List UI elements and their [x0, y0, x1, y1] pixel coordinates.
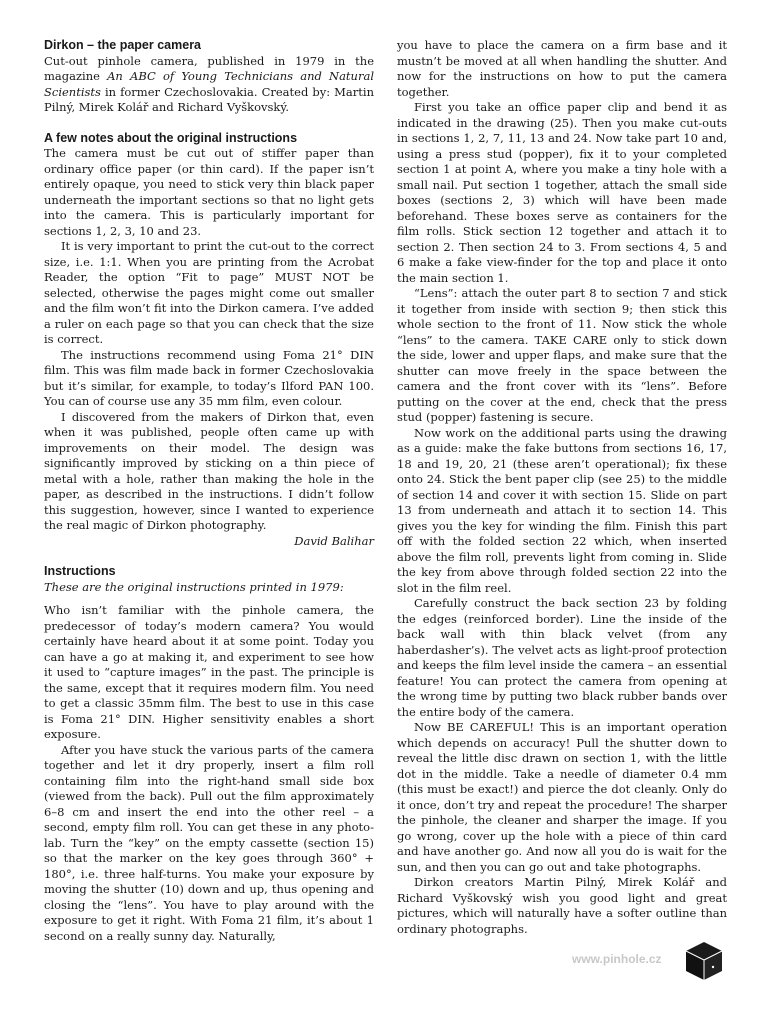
notes-paragraph: I discovered from the makers of Dirkon that, even when it was published, people often came up with improvements on their model. The design was significantly improved by sticking on a thin piece of metal with a hole, rather than making the hole in the paper, as described in the instructions. I didn’t follow this suggestion, however, since I wanted to experience the real magic of Dirkon photography. [44, 409, 374, 532]
author-signature: David Balihar [294, 533, 374, 548]
instructions-heading: Instructions [44, 564, 116, 578]
intro-paragraph: Cut-out pinhole camera, published in 1979 in the magazine An ABC of Young Technicians and Natural Scientists in former Czechoslovakia. Created by: Martin Pilný, Mirek Kolář and Richard Vyškovský. [44, 53, 374, 114]
instructions-note: These are the original instructions printed in 1979: [44, 579, 344, 594]
left-column [44, 38, 374, 944]
notes-paragraph: The camera must be cut out of stiffer paper than ordinary office paper (or thin card). If the paper isn’t entirely opaque, you need to stick very thin black paper underneath the important sections so that no light gets into the camera. This is particularly important for sections 1, 2, 3, 10 and 23. [44, 146, 374, 238]
instructions-paragraph: Now work on the additional parts using the drawing as a guide: make the fake buttons from sections 16, 17, 18 and 19, 20, 21 (these aren’t operational); fix these onto 24. Stick the bent paper clip (see 25) to the middle of section 14 and cover it with section 15. Slide on part 13 from underneath and attach it to section 14. This gives you the key for winding the film. Finish this part off with the folded section 22 which, when inserted above the film roll, prevents light from coming in. Slide the key from above through folded section 22 into the slot in the film reel. [397, 425, 727, 595]
instructions-paragraph: Who isn’t familiar with the pinhole camera, the predecessor of today’s modern camera? You would certainly have heard about it at some point. Today you can have a go at making it, and experiment to see how it used to “capture images” in the past. The principle is the same, except that it requires modern film. You need to get a classic 35mm film. The best to use in this case is Foma 21° DIN. Higher sensitivity enables a short exposure. [44, 603, 374, 741]
instructions-paragraph: “Lens”: attach the outer part 8 to section 7 and stick it together from inside with section 9; then stick this whole section to the front of 11. Now stick the whole “lens” to the camera. TAKE CARE only to stick down the side, lower and upper flaps, and make sure that the shutter can move freely in the space between the camera and the front cover with its “lens”. Before putting on the cover at the end, check that the press stud (popper) fastening is secure. [397, 286, 727, 424]
instructions-paragraph: Dirkon creators Martin Pilný, Mirek Kolář and Richard Vyškovský wish you good light and great pictures, which will naturally have a softer outline than ordinary photographs. [397, 875, 727, 936]
instructions-paragraph: After you have stuck the various parts of the camera together and let it dry properly, insert a film roll containing film into the right-hand small side box (viewed from the back). Pull out the film approximately 6–8 cm and insert the end into the other reel – a second, empty film roll. You can get these in any photo-lab. Turn the “key” on the empty cassette (section 15) so that the marker on the key goes through 360° + 180°, i.e. three half-turns. You make your exposure by moving the shutter (10) down and up, thus opening and closing the “lens”. You have to play around with the exposure to get it right. With Foma 21 film, it’s about 1 second on a really sunny day. Naturally, [44, 742, 374, 943]
instructions-paragraph: Now BE CAREFUL! This is an important operation which depends on accuracy! Pull the shutter down to reveal the little disc drawn on section 1, with the little dot in the middle. Take a needle of diameter 0.4 mm (this must be exact!) and pierce the dot cleanly. Only do it once, don’t try and repeat the procedure! The sharper the pinhole, the cleaner and sharper the image. If you go wrong, cover up the hole with a piece of thin card and have another go. And now all you do is wait for the sun, and then you can go out and take photographs. [397, 720, 727, 874]
article-title: Dirkon – the paper camera [44, 38, 202, 52]
notes-paragraph: The instructions recommend using Foma 21° DIN film. This was film made back in former Czechoslovakia but it’s similar, for example, to today’s Ilford PAN 100. You can of course use any 35 mm film, even colour. [44, 347, 374, 408]
footer-url[interactable]: www.pinhole.cz [572, 952, 662, 966]
right-column [397, 38, 727, 937]
magazine-title: An ABC of Young Technicians and Natural Scientists [44, 69, 374, 99]
instructions-paragraph: First you take an office paper clip and bend it as indicated in the drawing (25). Then you make cut-outs in sections 1, 2, 7, 11, 13 and 24. Now take part 10 and, using a press stud (popper), fix it to your completed section 1 at point A, where you make a tiny hole with a small nail. Put section 1 together, attach the small side boxes (sections 2, 3) which will have been made beforehand. These boxes serve as containers for the film rolls. Stick section 12 together and attach it to section 2. Then section 24 to 3. From sections 4, 5 and 6 make a fake view-finder for the top and place it onto the main section 1. [397, 100, 727, 285]
notes-paragraph: It is very important to print the cut-out to the correct size, i.e. 1:1. When you are printing from the Acrobat Reader, the option “Fit to page” MUST NOT be selected, otherwise the pages might come out smaller and the film won’t fit into the Dirkon camera. I’ve added a ruler on each page so that you can check that the size is correct. [44, 239, 374, 346]
notes-heading: A few notes about the original instructions [44, 130, 298, 145]
instructions-paragraph: you have to place the camera on a firm base and it mustn’t be moved at all when handling the shutter. And now for the instructions on how to put the camera together. [397, 38, 727, 99]
cube-logo-icon [684, 940, 724, 982]
instructions-paragraph: Carefully construct the back section 23 by folding the edges (reinforced border). Line the inside of the back wall with thin black velvet (from any haberdasher’s). The velvet acts as light-proof protection and keeps the film level inside the camera – an essential feature! You can protect the camera from opening at the wrong time by putting two black rubber bands over the entire body of the camera. [397, 596, 727, 719]
